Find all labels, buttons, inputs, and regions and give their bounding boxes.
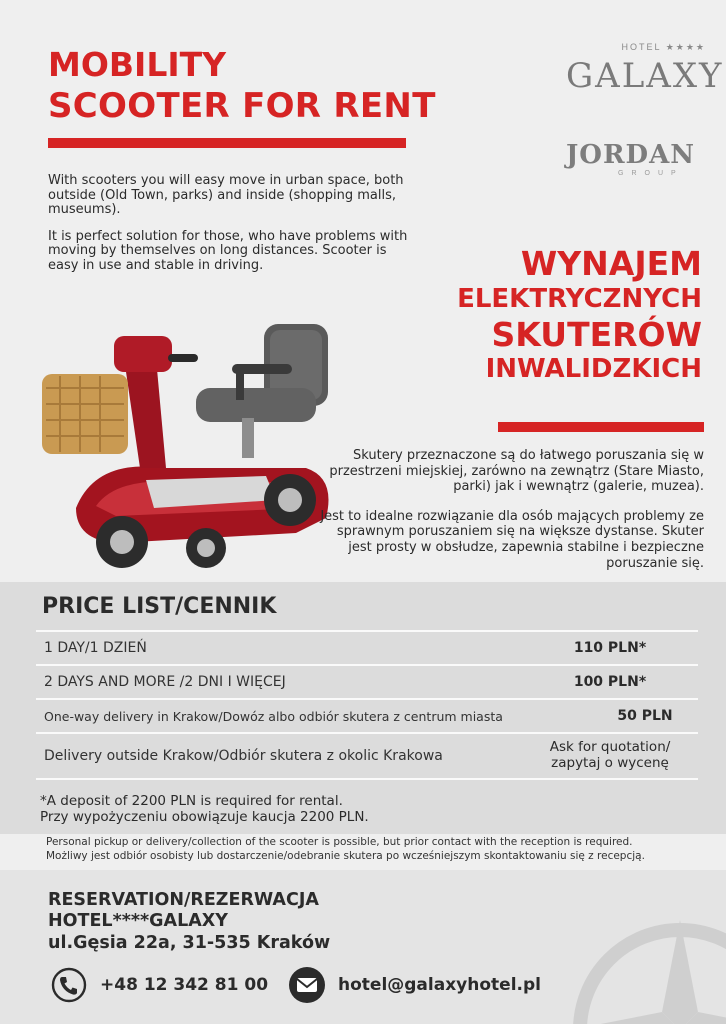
email-contact[interactable] [288,966,541,1004]
price-row-price: 50 PLN [617,708,673,724]
price-row-desc: One-way delivery in Krakow/Dowóz albo odbiór skutera z centrum miasta [44,708,503,724]
desc-pl [314,448,704,571]
intro-en [48,174,418,273]
compass-watermark-icon [560,910,726,1024]
galaxy-logo-name: GALAXY [566,56,724,96]
pickup-note [46,836,726,863]
title-pl [457,244,702,386]
title-en-line1: MOBILITY [48,45,227,84]
title-en [48,44,436,128]
reservation-hotel: HOTEL****GALAXY [48,911,228,932]
price-row-price: 100 PLN* [573,674,647,690]
title-pl-line1: WYNAJEM [520,244,702,283]
reservation-address: ul.Gęsia 22a, 31-535 Kraków [48,932,331,953]
intro-en-p2: It is perfect solution for those, who have problems with moving by themselves on long distances. Scooter is easy in use and stable in driving. [48,228,408,273]
price-row-desc: 2 DAYS AND MORE /2 DNI I WIĘCEJ [44,674,286,690]
pickup-note-en: Personal pickup or delivery/collection of the scooter is possible, but prior contact with the reception is required. [46,836,633,848]
pickup-note-pl: Możliwy jest odbiór osobisty lub dostarczenie/odebranie skutera po wcześniejszym skontaktowaniu się z recepcją. [46,849,645,862]
phone-contact[interactable] [50,966,268,1004]
price-table [36,630,698,780]
title-pl-line2: ELEKTRYCZNYCH [457,283,702,314]
price-row [36,664,698,698]
price-row-desc: 1 DAY/1 DZIEŃ [44,640,147,656]
price-row [36,630,698,664]
title-pl-line4: INWALIDZKICH [485,354,702,385]
price-row [36,698,698,732]
desc-pl-p2: Jest to idealne rozwiązanie dla osób mających problemy ze sprawnym poruszaniem się na większe dystanse. Skuter jest prosty w obsłudze, zapewnia stabilne i bezpieczne poruszanie się. [320,508,704,571]
price-row-desc: Delivery outside Krakow/Odbiór skutera z okolic Krakowa [44,748,443,764]
intro-en-p1: With scooters you will easy move in urban space, both outside (Old Town, parks) and inside (shopping malls, museums). [48,173,404,218]
accent-bar-en [48,138,406,148]
mail-icon [288,966,326,1004]
deposit-note-en: *A deposit of 2200 PLN is required for rental. [40,793,343,809]
price-list-title: PRICE LIST/CENNIK [42,594,277,619]
price-row-price: 110 PLN* [573,640,647,656]
phone-number[interactable]: +48 12 342 81 00 [100,975,269,995]
price-row-price: Ask for quotation/ zapytaj o wycenę [549,739,671,771]
deposit-note [40,794,369,825]
reservation-block [48,890,330,954]
phone-icon [50,966,88,1004]
jordan-logo-group: GROUP [618,170,684,177]
price-row [36,732,698,780]
reservation-title: RESERVATION/REZERWACJA [48,890,319,910]
galaxy-logo-hotel: HOTEL ★★★★ [621,42,706,52]
accent-bar-pl [498,422,704,432]
jordan-logo-name: JORDAN [566,140,696,170]
price-list-section [0,582,726,834]
footer [0,870,726,1024]
title-en-line2: SCOOTER FOR RENT [48,86,436,127]
title-pl-line3: SKUTERÓW [491,314,702,354]
galaxy-logo [566,40,724,100]
jordan-logo [566,140,706,184]
email-address[interactable]: hotel@galaxyhotel.pl [338,975,541,995]
deposit-note-pl: Przy wypożyczeniu obowiązuje kaucja 2200 PLN. [40,808,369,825]
desc-pl-p1: Skutery przeznaczone są do łatwego poruszania się w przestrzeni miejskiej, zarówno na zewnątrz (Stare Miasto, parki) jak i wewnątrz (galerie, muzea). [329,448,704,495]
scooter-image [36,318,336,580]
